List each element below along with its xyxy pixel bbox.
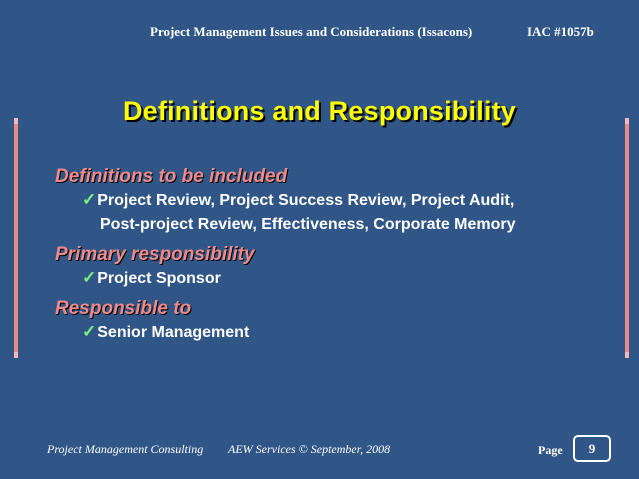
list-item: [82, 188, 516, 237]
check-icon: ✓: [82, 322, 97, 341]
header-title: Project Management Issues and Considerations (Issacons): [150, 24, 473, 39]
footer-company: Project Management Consulting: [47, 442, 204, 456]
section-heading: Definitions to be included: [55, 166, 288, 187]
bullet-text-line1: Project Review, Project Success Review, Project Audit,: [97, 192, 515, 209]
bullet-text: Senior Management: [97, 324, 250, 341]
slide-title: Definitions and Responsibility: [122, 96, 517, 126]
list-item: [82, 266, 282, 291]
section-heading: Responsible to: [55, 298, 192, 319]
page-number-box: 9: [573, 435, 611, 462]
slide-footer: [0, 442, 639, 462]
check-icon: ✓: [82, 190, 97, 209]
list-item: [82, 320, 249, 345]
slide-header: [0, 24, 639, 42]
header-code: IAC #1057b: [527, 24, 594, 39]
right-decorative-rail: [625, 118, 629, 358]
section-heading: Primary responsibility: [55, 244, 255, 265]
bullet-text-line2: Post-project Review, Effectiveness, Corporate Memory: [100, 216, 516, 233]
check-icon: ✓: [82, 268, 97, 287]
section-responsible-to: [55, 298, 250, 345]
section-definitions: [55, 166, 516, 237]
bullet-text: Project Sponsor: [97, 270, 221, 287]
footer-copyright: AEW Services © September, 2008: [228, 442, 391, 456]
section-primary-responsibility: [55, 244, 255, 291]
left-decorative-rail: [14, 118, 18, 358]
page-label: Page: [538, 443, 563, 457]
